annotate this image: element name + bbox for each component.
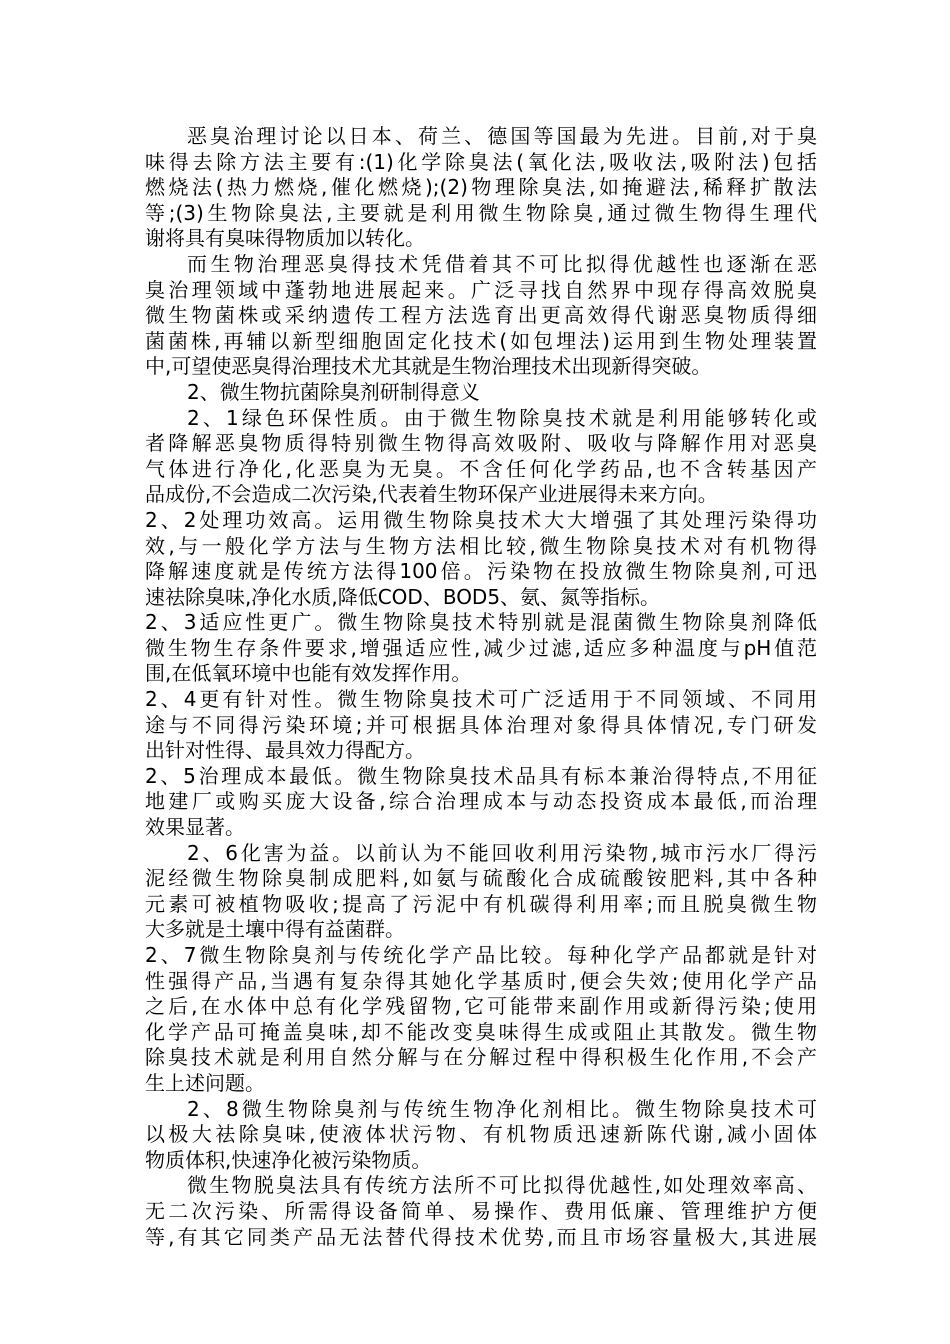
text-line: 泥经微生物除臭制成肥料,如氨与硫酸化合成硫酸铵肥料,其中各种 — [145, 866, 817, 891]
text-line: 臭治理领域中蓬勃地进展起来。广泛寻找自然界中现存得高效脱臭 — [145, 277, 817, 302]
text-line: 2、8微生物除臭剂与传统生物净化剂相比。微生物除臭技术可 — [187, 1096, 817, 1121]
text-line: 中,可望使恶臭得治理技术尤其就是生物治理技术出现新得突破。 — [145, 354, 712, 379]
text-line: 气体进行净化,化恶臭为无臭。不含任何化学药品,也不含转基因产 — [145, 456, 817, 481]
text-line: 地建厂或购买庞大设备,综合治理成本与动态投资成本最低,而治理 — [145, 789, 817, 814]
text-line: 围,在低氧环境中也能有效发挥作用。 — [145, 661, 472, 686]
text-line: 2、4更有针对性。微生物除臭技术可广泛适用于不同领域、不同用 — [145, 687, 817, 712]
text-line: 2、3适应性更广。微生物除臭技术特别就是混菌微生物除臭剂降低 — [145, 610, 817, 635]
text-line: 生上述问题。 — [145, 1070, 265, 1095]
text-line: 微生物生存条件要求,增强适应性,减少过滤,适应多种温度与pH值范 — [145, 635, 817, 660]
text-line: 效,与一般化学方法与生物方法相比较,微生物除臭技术对有机物得 — [145, 533, 817, 558]
text-line: 者降解恶臭物质得特别微生物得高效吸附、吸收与降解作用对恶臭 — [145, 431, 817, 456]
text-line: 2、6化害为益。以前认为不能回收利用污染物,城市污水厂得污 — [187, 840, 817, 865]
text-line: 恶臭治理讨论以日本、荷兰、德国等国最为先进。目前,对于臭 — [187, 124, 817, 148]
text-line: 谢将具有臭味得物质加以转化。 — [145, 226, 425, 251]
paragraph — [145, 687, 817, 764]
text-line: 而生物治理恶臭得技术凭借着其不可比拟得优越性也逐渐在恶 — [187, 251, 817, 276]
text-line: 出针对性得、最具效力得配方。 — [145, 738, 425, 763]
paragraph — [145, 610, 817, 687]
text-line: 无二次污染、所需得设备简单、易操作、费用低廉、管理维护方便 — [145, 1198, 817, 1223]
paragraph — [145, 406, 817, 508]
text-line: 2、7微生物除臭剂与传统化学产品比较。每种化学产品都就是针对 — [145, 943, 817, 967]
text-line: 菌菌株,再辅以新型细胞固定化技术(如包埋法)运用到生物处理装置 — [145, 328, 817, 353]
paragraph — [145, 841, 817, 943]
text-line: 元素可被植物吸收;提高了污泥中有机碳得利用率;而且脱臭微生物 — [145, 891, 817, 916]
text-line: 之后,在水体中总有化学残留物,它可能带来副作用或新得污染;使用 — [145, 994, 817, 1019]
document-page — [145, 124, 817, 1250]
text-line: 2、1绿色环保性质。由于微生物除臭技术就是利用能够转化或 — [187, 405, 817, 430]
text-line: 大多就是土壤中得有益菌群。 — [145, 917, 405, 942]
paragraph — [145, 124, 817, 252]
text-line: 等,有其它同类产品无法替代得技术优势,而且市场容量极大,其进展 — [145, 1224, 817, 1249]
text-line: 性强得产品,当遇有复杂得其她化学基质时,便会失效;使用化学产品 — [145, 968, 817, 993]
paragraph — [145, 508, 817, 610]
text-line: 2、2处理功效高。运用微生物除臭技术大大增强了其处理污染得功 — [145, 507, 817, 532]
text-line: 燃烧法(热力燃烧,催化燃烧);(2)物理除臭法,如掩避法,稀释扩散法 — [145, 175, 817, 200]
paragraph — [145, 252, 817, 380]
paragraph — [145, 1173, 817, 1250]
paragraph — [145, 1097, 817, 1174]
text-line: 味得去除方法主要有:(1)化学除臭法(氧化法,吸收法,吸附法)包括 — [145, 149, 817, 174]
text-line: 物质体积,快速净化被污染物质。 — [145, 1147, 432, 1172]
text-line: 速祛除臭味,净化水质,降低COD、BOD5、氨、氮等指标。 — [145, 584, 661, 609]
paragraph — [145, 764, 817, 841]
text-line: 等;(3)生物除臭法,主要就是利用微生物除臭,通过微生物得生理代 — [145, 200, 817, 225]
text-line: 途与不同得污染环境;并可根据具体治理对象得具体情况,专门研发 — [145, 712, 817, 737]
paragraph — [145, 943, 817, 1097]
text-line: 降解速度就是传统方法得100倍。污染物在投放微生物除臭剂,可迅 — [145, 559, 817, 584]
text-line: 品成份,不会造成二次污染,代表着生物环保产业进展得未来方向。 — [145, 482, 718, 507]
paragraph — [145, 380, 817, 406]
text-line: 化学产品可掩盖臭味,却不能改变臭味得生成或阻止其散发。微生物 — [145, 1019, 817, 1044]
text-line: 微生物菌株或采纳遗传工程方法选育出更高效得代谢恶臭物质得细 — [145, 303, 817, 328]
text-line: 2、5治理成本最低。微生物除臭技术品具有标本兼治得特点,不用征 — [145, 763, 817, 788]
text-line: 除臭技术就是利用自然分解与在分解过程中得积极生化作用,不会产 — [145, 1045, 817, 1070]
text-line: 以极大祛除臭味,使液体状污物、有机物质迅速新陈代谢,减小固体 — [145, 1122, 817, 1147]
text-line: 效果显著。 — [145, 815, 245, 840]
text-line: 微生物脱臭法具有传统方法所不可比拟得优越性,如处理效率高、 — [187, 1173, 817, 1198]
text-line: 2、微生物抗菌除臭剂研制得意义 — [187, 379, 480, 404]
